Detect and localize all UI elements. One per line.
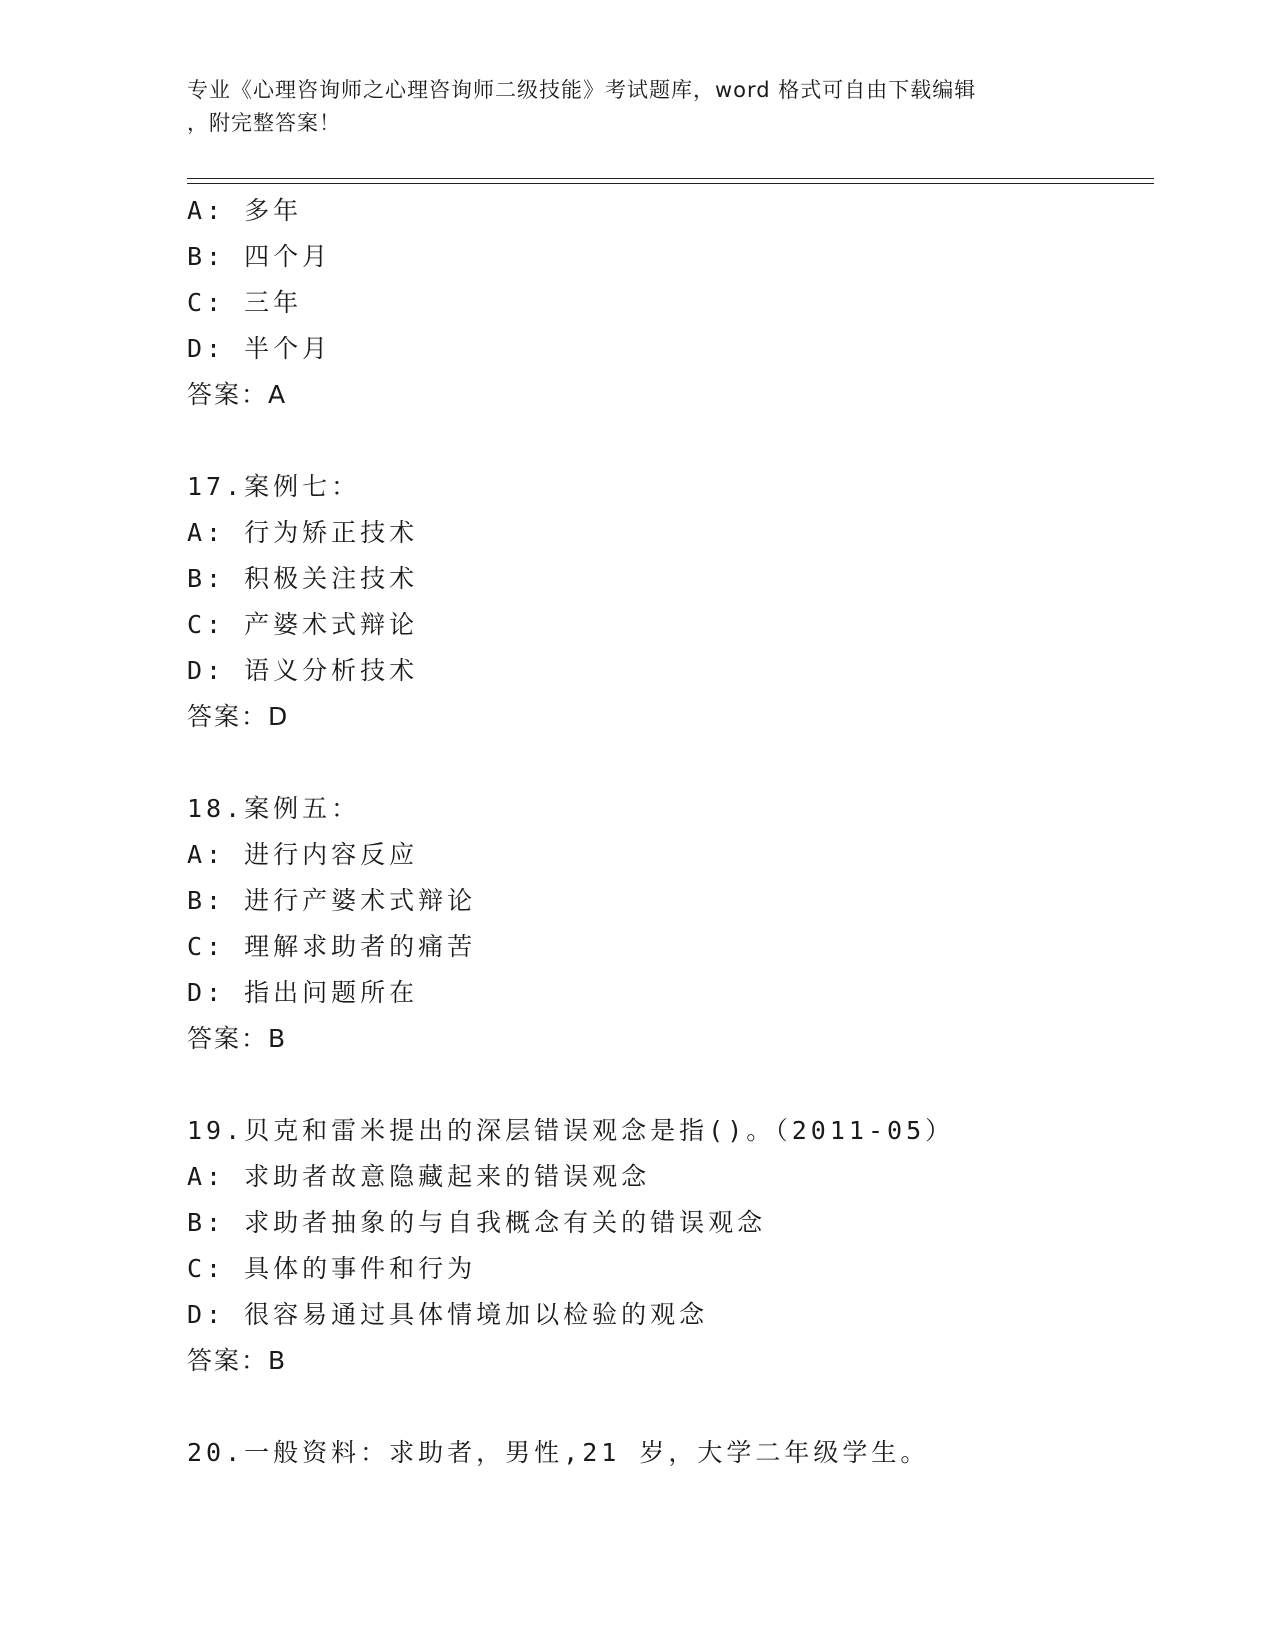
option-d [187, 326, 1147, 372]
option-letter: A: [187, 196, 226, 225]
question-stem: 19.贝克和雷米提出的深层错误观念是指()。（2011-05） [187, 1116, 955, 1145]
option-letter: B: [187, 886, 226, 915]
option-c [187, 602, 1147, 648]
option-text: 语义分析技术 [244, 656, 419, 685]
spacer [187, 418, 1147, 464]
option-b [187, 878, 1147, 924]
option-text: 三年 [244, 288, 303, 317]
option-text: 多年 [244, 196, 303, 225]
option-text: 行为矫正技术 [244, 518, 419, 547]
spacer [187, 740, 1147, 786]
option-text: 求助者抽象的与自我概念有关的错误观念 [244, 1208, 767, 1237]
option-c [187, 924, 1147, 970]
option-text: 具体的事件和行为 [244, 1254, 477, 1283]
option-d [187, 648, 1147, 694]
option-letter: D: [187, 656, 226, 685]
option-letter: C: [187, 288, 226, 317]
option-b [187, 1200, 1147, 1246]
question-block-20 [187, 1430, 1147, 1476]
option-a [187, 832, 1147, 878]
document-header [187, 74, 1087, 140]
header-divider-top [187, 178, 1154, 179]
spacer [187, 1384, 1147, 1430]
option-letter: C: [187, 1254, 226, 1283]
header-line-1: 专业《心理咨询师之心理咨询师二级技能》考试题库，word 格式可自由下载编辑 [187, 78, 977, 102]
option-letter: B: [187, 242, 226, 271]
question-stem: 18.案例五： [187, 794, 361, 823]
option-a [187, 188, 1147, 234]
option-letter: A: [187, 518, 226, 547]
option-letter: D: [187, 1300, 226, 1329]
question-stem: 17.案例七： [187, 472, 361, 501]
question-block-19 [187, 1108, 1147, 1384]
option-c [187, 1246, 1147, 1292]
option-text: 四个月 [244, 242, 332, 271]
option-text: 产婆术式辩论 [244, 610, 419, 639]
option-d [187, 970, 1147, 1016]
question-list [187, 188, 1147, 1476]
option-b [187, 234, 1147, 280]
option-letter: B: [187, 564, 226, 593]
option-b [187, 556, 1147, 602]
option-d [187, 1292, 1147, 1338]
option-text: 进行内容反应 [244, 840, 419, 869]
option-text: 指出问题所在 [244, 978, 419, 1007]
option-text: 很容易通过具体情境加以检验的观念 [244, 1300, 709, 1329]
option-letter: C: [187, 610, 226, 639]
question-block-16 [187, 188, 1147, 418]
option-letter: A: [187, 1162, 226, 1191]
option-letter: C: [187, 932, 226, 961]
option-text: 积极关注技术 [244, 564, 419, 593]
question-block-17 [187, 464, 1147, 740]
option-a [187, 510, 1147, 556]
header-divider-bottom [187, 183, 1154, 184]
option-letter: A: [187, 840, 226, 869]
answer-line: 答案：A [187, 380, 288, 409]
option-c [187, 280, 1147, 326]
option-letter: D: [187, 978, 226, 1007]
answer-line: 答案：D [187, 702, 290, 731]
option-letter: D: [187, 334, 226, 363]
question-stem: 20.一般资料：求助者，男性,21 岁，大学二年级学生。 [187, 1438, 930, 1467]
option-text: 半个月 [244, 334, 332, 363]
option-text: 理解求助者的痛苦 [244, 932, 477, 961]
question-block-18 [187, 786, 1147, 1062]
option-text: 求助者故意隐藏起来的错误观念 [244, 1162, 651, 1191]
option-text: 进行产婆术式辩论 [244, 886, 477, 915]
answer-line: 答案：B [187, 1346, 288, 1375]
header-line-2: ，附完整答案！ [187, 111, 341, 135]
spacer [187, 1062, 1147, 1108]
answer-line: 答案：B [187, 1024, 288, 1053]
option-a [187, 1154, 1147, 1200]
option-letter: B: [187, 1208, 226, 1237]
